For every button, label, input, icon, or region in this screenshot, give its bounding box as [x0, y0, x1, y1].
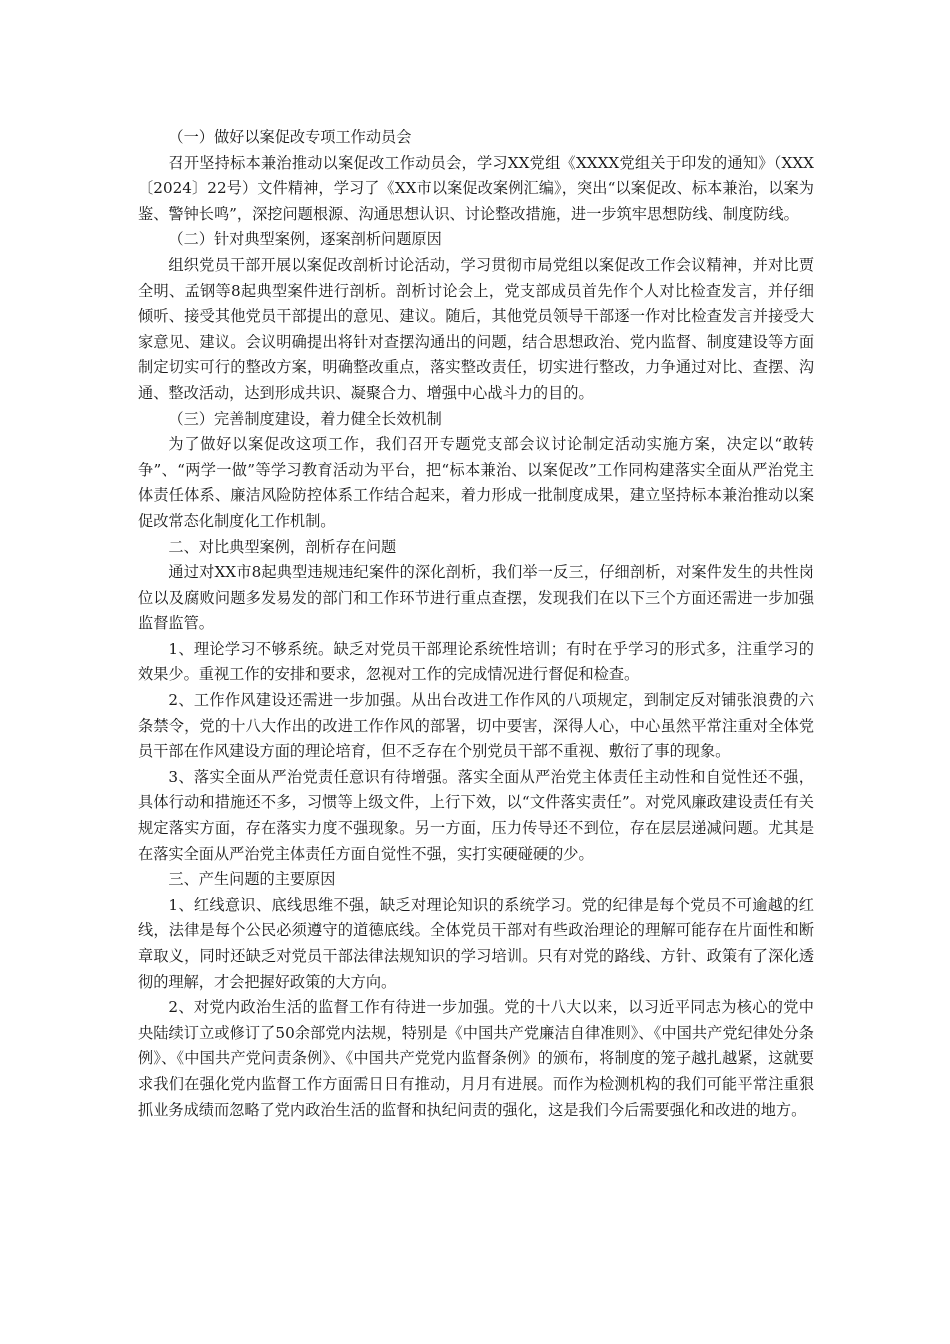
list-item: 1、红线意识、底线思维不强，缺乏对理论知识的系统学习。党的纪律是每个党员不可逾越的红线，法律是每个公民必须遵守的道德底线。全体党员干部对有些政治理论的理解可能存在片面性和断章取义，同时还缺乏对党员干部法律法规知识的学习培训。只有对党的路线、方针、政策有了深化透彻的理解，才会把握好政策的大方向。	[138, 895, 814, 991]
paragraph: 通过对XX市8起典型违规违纪案件的深化剖析，我们举一反三，仔细剖析，对案件发生的共性岗位以及腐败问题多发易发的部门和工作环节进行重点查摆，发现我们在以下三个方面还需进一步加强监督监管。	[138, 563, 814, 633]
list-item: 3、落实全面从严治党责任意识有待增强。落实全面从严治党主体责任主动性和自觉性还不强，具体行动和措施还不多，习惯等上级文件，上行下效，以“文件落实责任”。对党风廉政建设责任有关规定落实方面，存在落实力度不强现象。另一方面，压力传导还不到位，存在层层递减问题。尤其是在落实全面从严治党主体责任方面自觉性不强，实打实硬碰硬的少。	[138, 767, 814, 863]
section-heading-2: （二）针对典型案例，逐案剖析问题原因	[168, 230, 442, 249]
section-heading-1: （一）做好以案促改专项工作动员会	[168, 128, 412, 146]
list-item: 2、对党内政治生活的监督工作有待进一步加强。党的十八大以来，以习近平同志为核心的党中央陆续订立或修订了50余部党内法规，特别是《中国共产党廉洁自律准则》、《中国共产党纪律处分条例》、《中国共产党问责条例》、《中国共产党党内监督条例》的颁布，将制度的笼子越扎越紧，这就要求我们在强化党内监督工作方面需日日有推动，月月有进展。而作为检测机构的我们可能平常注重狠抓业务成绩而忽略了党内政治生活的监督和执纪问责的强化，这是我们今后需要强化和改进的地方。	[138, 998, 814, 1119]
chapter-heading-3: 三、产生问题的主要原因	[168, 870, 336, 889]
chapter-heading-2: 二、对比典型案例，剖析存在问题	[168, 537, 397, 556]
paragraph: 召开坚持标本兼治推动以案促改工作动员会，学习XX党组《XXXX党组关于印发的通知》（XXX〔2024〕22号）文件精神，学习了《XX市以案促改案例汇编》，突出“以案促改、标本兼治，以案为鉴、警钟长鸣”，深挖问题根源、沟通思想认识、讨论整改措施，进一步筑牢思想防线、制度防线。	[138, 153, 814, 223]
list-item: 1、理论学习不够系统。缺乏对党员干部理论系统性培训；有时在乎学习的形式多，注重学习的效果少。重视工作的安排和要求，忽视对工作的完成情况进行督促和检查。	[138, 639, 814, 684]
section-heading-3: （三）完善制度建设，着力健全长效机制	[168, 409, 442, 428]
document-body	[138, 125, 814, 1123]
list-item: 2、工作作风建设还需进一步加强。从出台改进工作作风的八项规定，到制定反对铺张浪费的六条禁令，党的十八大作出的改进工作作风的部署，切中要害，深得人心，中心虽然平常注重对全体党员干部在作风建设方面的理论培育，但不乏存在个别党员干部不重视、敷衍了事的现象。	[138, 691, 814, 761]
paragraph: 为了做好以案促改这项工作，我们召开专题党支部会议讨论制定活动实施方案，决定以“敢转争”、“两学一做”等学习教育活动为平台，把“标本兼治、以案促改”工作同构建落实全面从严治党主体责任体系、廉洁风险防控体系工作结合起来，着力形成一批制度成果，建立坚持标本兼治推动以案促改常态化制度化工作机制。	[138, 435, 814, 530]
paragraph: 组织党员干部开展以案促改剖析讨论活动，学习贯彻市局党组以案促改工作会议精神，并对比贾全明、孟钢等8起典型案件进行剖析。剖析讨论会上，党支部成员首先作个人对比检查发言，并仔细倾听、接受其他党员干部提出的意见、建议。随后，其他党员领导干部逐一作对比检查发言并接受大家意见、建议。会议明确提出将针对查摆沟通出的问题，结合思想政治、党内监督、制度建设等方面制定切实可行的整改方案，明确整改重点，落实整改责任，切实进行整改，力争通过对比、查摆、沟通、整改活动，达到形成共识、凝聚合力、增强中心战斗力的目的。	[138, 255, 814, 402]
